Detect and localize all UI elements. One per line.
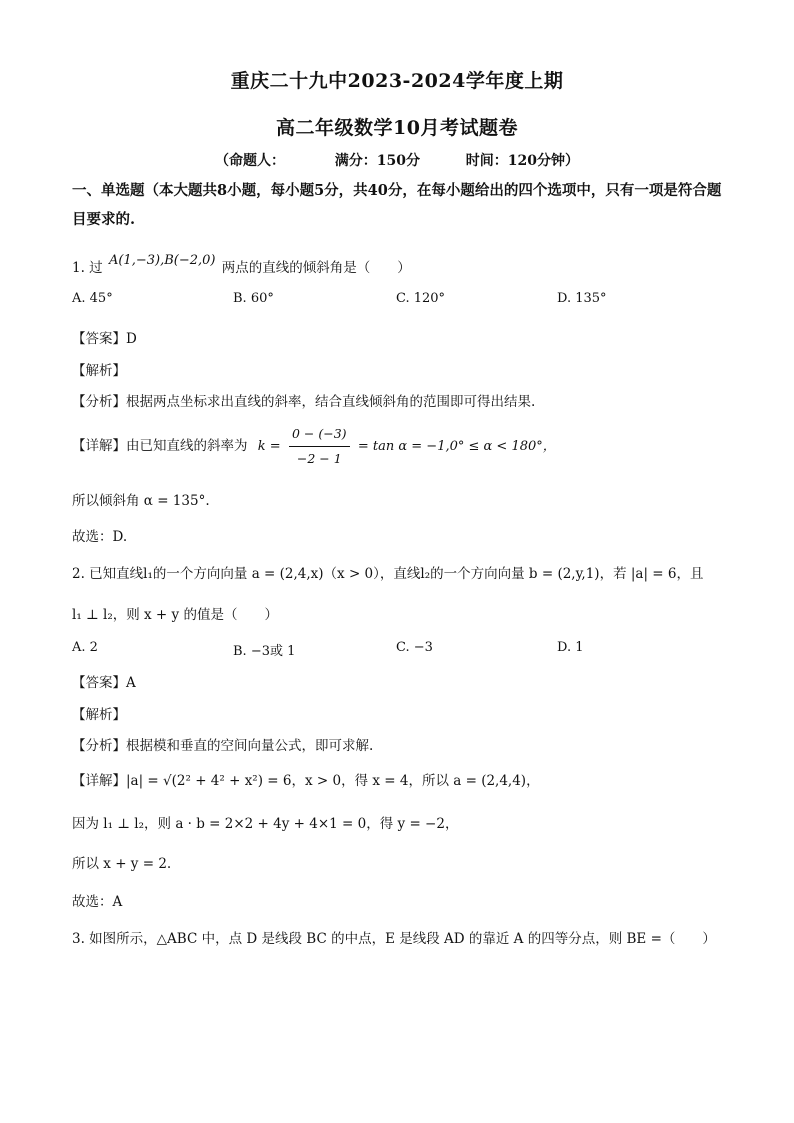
q1-slope-fraction xyxy=(289,424,350,469)
q1-option-c: C. 120° xyxy=(396,291,446,306)
time-label: 时间：120分钟） xyxy=(465,153,579,169)
q2-fenxi: 【分析】根据模和垂直的空间向量公式，即可求解. xyxy=(72,738,374,754)
section-heading: 一、单选题（本大题共8小题，每小题5分，共40分，在每小题给出的四个选项中，只有一项是符合题目要求的. xyxy=(72,182,722,228)
q1-option-b: B. 60° xyxy=(233,291,274,306)
q1-fraction-denominator: −2 − 1 xyxy=(296,451,342,466)
score-label: 满分：150分 xyxy=(334,153,420,169)
q2-answer: 【答案】A xyxy=(72,675,136,691)
q2-choice: 故选：A xyxy=(72,894,123,910)
q1-option-a: A. 45° xyxy=(72,291,113,306)
q2-detail: 【详解】|a| = √(2² + 4² + x²) = 6，x > 0，得 x = 4，所以 a = (2,4,4)， xyxy=(72,773,540,789)
q2-option-b: B. −3或 1 xyxy=(233,644,296,659)
q1-points: A(1,−3),B(−2,0) xyxy=(108,253,216,268)
q1-conclusion: 所以倾斜角 α = 135°. xyxy=(72,493,210,509)
question-2-line2: l₁ ⊥ l₂，则 x + y 的值是（ ） xyxy=(72,607,278,623)
q1-text: 两点的直线的倾斜角是（ ） xyxy=(221,260,411,276)
q1-detail-rest: = tan α = −1,0° ≤ α < 180°， xyxy=(357,439,556,454)
question-1 xyxy=(72,253,411,276)
q2-option-d: D. 1 xyxy=(557,640,584,655)
q2-option-c: C. −3 xyxy=(396,640,433,655)
question-2-line1: 2. 已知直线l₁的一个方向向量 a = (2,4,x)（x > 0），直线l₂的一个方向向量 b = (2,y,1)，若 |a| = 6，且 xyxy=(72,566,704,582)
q1-detail xyxy=(72,424,556,469)
author-label: （命题人： xyxy=(215,153,286,169)
q2-analysis-label: 【解析】 xyxy=(72,707,126,723)
exam-title-line2: 高二年级数学10月考试题卷 xyxy=(276,117,518,139)
q1-analysis-label: 【解析】 xyxy=(72,363,126,379)
q1-detail-label: 【详解】由已知直线的斜率为 xyxy=(72,438,248,454)
q1-number: 1. 过 xyxy=(72,260,103,276)
q2-step3: 所以 x + y = 2. xyxy=(72,856,172,872)
q1-fenxi: 【分析】根据两点坐标求出直线的斜率，结合直线倾斜角的范围即可得出结果. xyxy=(72,394,536,410)
exam-meta xyxy=(0,150,794,170)
q2-option-a: A. 2 xyxy=(72,640,98,655)
question-3: 3. 如图所示，△ABC 中，点 D 是线段 BC 的中点，E 是线段 AD 的靠近 A 的四等分点，则 BE =（ ） xyxy=(72,931,716,947)
q1-choice: 故选：D. xyxy=(72,529,128,545)
q1-detail-k: k = xyxy=(257,439,281,454)
q1-fraction-numerator: 0 − (−3) xyxy=(289,424,350,447)
q1-option-d: D. 135° xyxy=(557,291,607,306)
q1-answer: 【答案】D xyxy=(72,331,137,347)
q2-step2: 因为 l₁ ⊥ l₂，则 a · b = 2×2 + 4y + 4×1 = 0，得 y = −2， xyxy=(72,816,459,832)
exam-title-line1: 重庆二十九中2023-2024学年度上期 xyxy=(230,70,564,92)
